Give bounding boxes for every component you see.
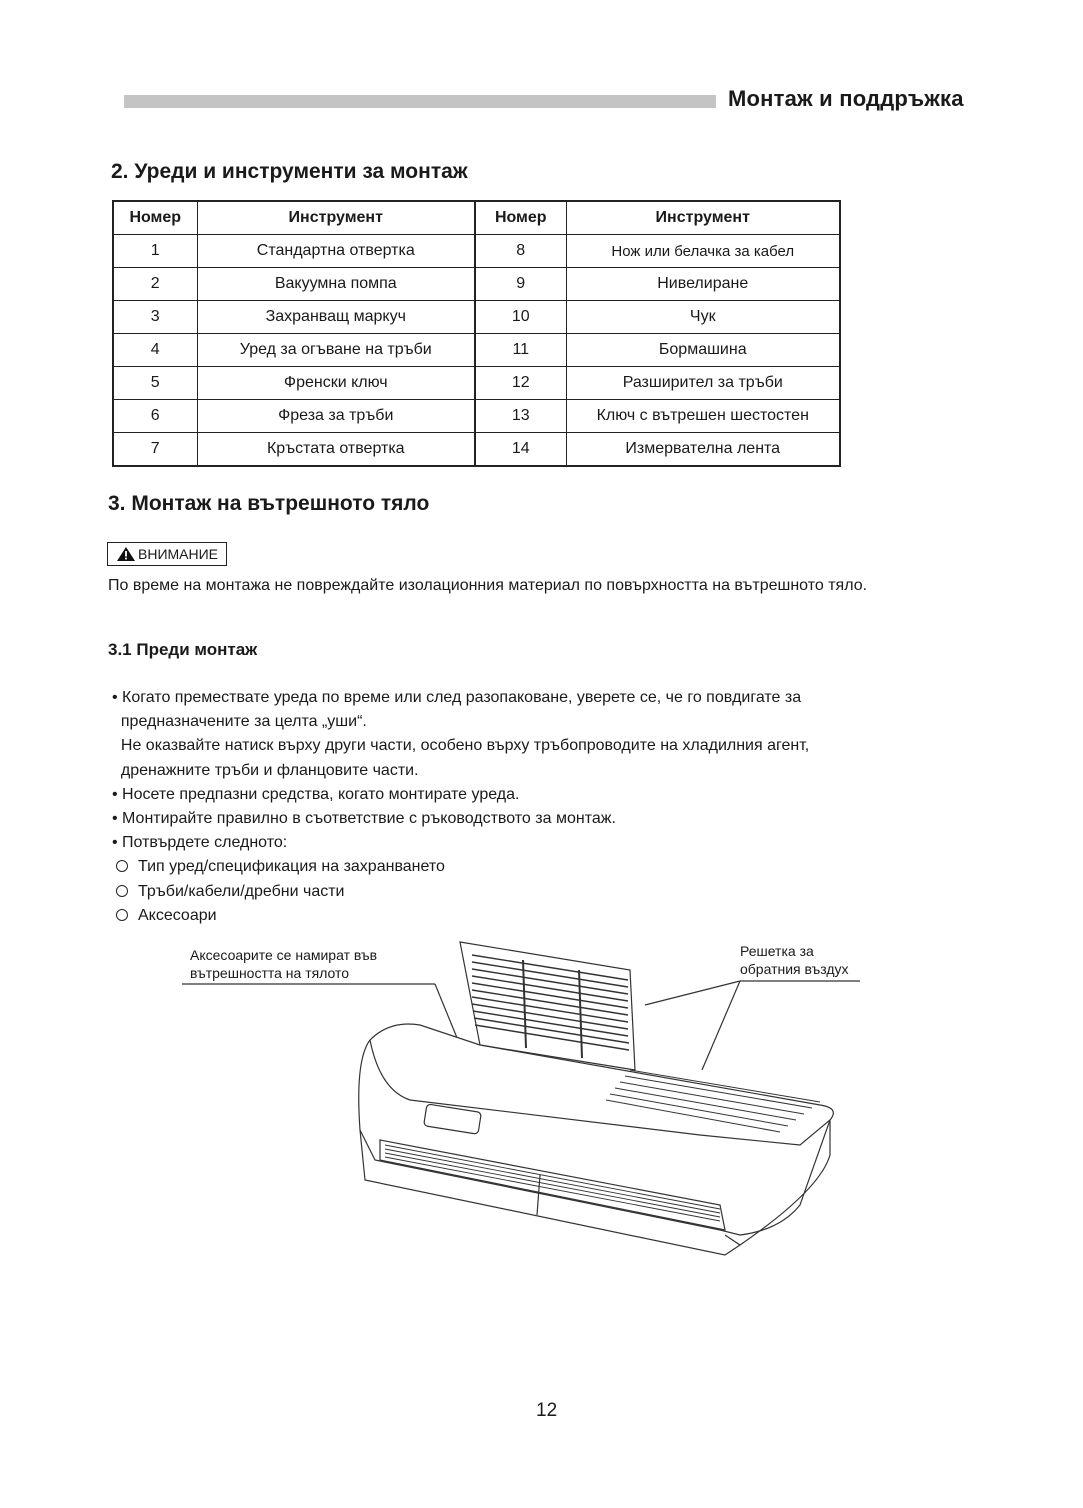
callout-line: вътрешността на тялото (190, 965, 350, 981)
circle-bullet-icon (116, 885, 128, 897)
cell-number: 9 (475, 268, 566, 301)
cell-number: 14 (475, 433, 566, 467)
subsection-title: 3.1 Преди монтаж (108, 640, 258, 659)
tools-table (112, 200, 841, 467)
cell-tool: Стандартна отвертка (197, 235, 475, 268)
list-item: Не оказвайте натиск върху други части, особено върху тръбопроводите на хладилния агент, (112, 737, 810, 755)
cell-number: 8 (475, 235, 566, 268)
list-item: • Монтирайте правилно в съответствие с ръководството за монтаж. (112, 810, 616, 828)
checklist-label: Тип уред/спецификация на захранването (138, 858, 445, 876)
cell-number: 11 (475, 334, 566, 367)
cell-tool: Захранващ маркуч (197, 301, 475, 334)
cell-tool: Нивелиране (566, 268, 840, 301)
cell-tool: Измервателна лента (566, 433, 840, 467)
cell-tool: Чук (566, 301, 840, 334)
instruction-list (112, 686, 809, 928)
checklist-item (112, 855, 809, 879)
cell-tool: Нож или белачка за кабел (566, 235, 840, 268)
section-3-title: 3. Монтаж на вътрешното тяло (108, 492, 430, 515)
cell-number: 13 (475, 400, 566, 433)
cell-number: 1 (113, 235, 197, 268)
checklist-item (112, 904, 809, 928)
table-row (113, 400, 840, 433)
list-item: • Носете предпазни средства, когато монтирате уреда. (112, 785, 520, 803)
checklist-label: Аксесоари (138, 906, 217, 924)
cell-number: 3 (113, 301, 197, 334)
header-title: Монтаж и поддръжка (728, 86, 964, 111)
warning-triangle-icon (116, 546, 136, 562)
table-row (113, 433, 840, 467)
table-row (113, 367, 840, 400)
callout-line: обратния въздух (740, 961, 849, 977)
table-header-row (113, 201, 840, 235)
checklist-label: Тръби/кабели/дребни части (138, 882, 345, 900)
circle-bullet-icon (116, 909, 128, 921)
cell-number: 4 (113, 334, 197, 367)
table-row (113, 334, 840, 367)
cell-number: 10 (475, 301, 566, 334)
section-2-title: 2. Уреди и инструменти за монтаж (111, 160, 468, 183)
table-row (113, 301, 840, 334)
table-row (113, 268, 840, 301)
col-header-number: Номер (113, 201, 197, 235)
warning-label: ВНИМАНИЕ (138, 546, 219, 562)
list-item: • Когато премествате уреда по време или след разопаковане, уверете се, че го повдигате за (112, 689, 802, 706)
circle-bullet-icon (116, 860, 128, 872)
cell-tool: Френски ключ (197, 367, 475, 400)
cell-tool: Уред за огъване на тръби (197, 334, 475, 367)
page-number: 12 (536, 1400, 558, 1421)
warning-text: По време на монтажа не повреждайте изолационния материал по повърхността на вътрешното тяло. (108, 577, 868, 594)
table-row (113, 235, 840, 268)
header-bar (124, 95, 716, 108)
col-header-tool: Инструмент (197, 201, 475, 235)
cell-number: 2 (113, 268, 197, 301)
callout-line: Решетка за (740, 943, 814, 959)
cell-tool: Бормашина (566, 334, 840, 367)
cell-number: 5 (113, 367, 197, 400)
col-header-tool-2: Инструмент (566, 201, 840, 235)
cell-number: 7 (113, 433, 197, 467)
cell-tool: Фреза за тръби (197, 400, 475, 433)
list-item: дренажните тръби и фланцовите части. (112, 761, 419, 779)
col-header-number-2: Номер (475, 201, 566, 235)
list-item: • Потвърдете следното: (112, 834, 288, 852)
indoor-unit-illustration (180, 930, 860, 1290)
cell-number: 12 (475, 367, 566, 400)
cell-tool: Вакуумна помпа (197, 268, 475, 301)
callout-line: Аксесоарите се намират във (190, 947, 378, 963)
list-item: предназначените за целта „уши“. (112, 713, 367, 731)
cell-tool: Кръстата отвертка (197, 433, 475, 467)
warning-box (107, 542, 227, 566)
cell-tool: Разширител за тръби (566, 367, 840, 400)
checklist-item (112, 880, 809, 904)
cell-tool: Ключ с вътрешен шестостен (566, 400, 840, 433)
cell-number: 6 (113, 400, 197, 433)
